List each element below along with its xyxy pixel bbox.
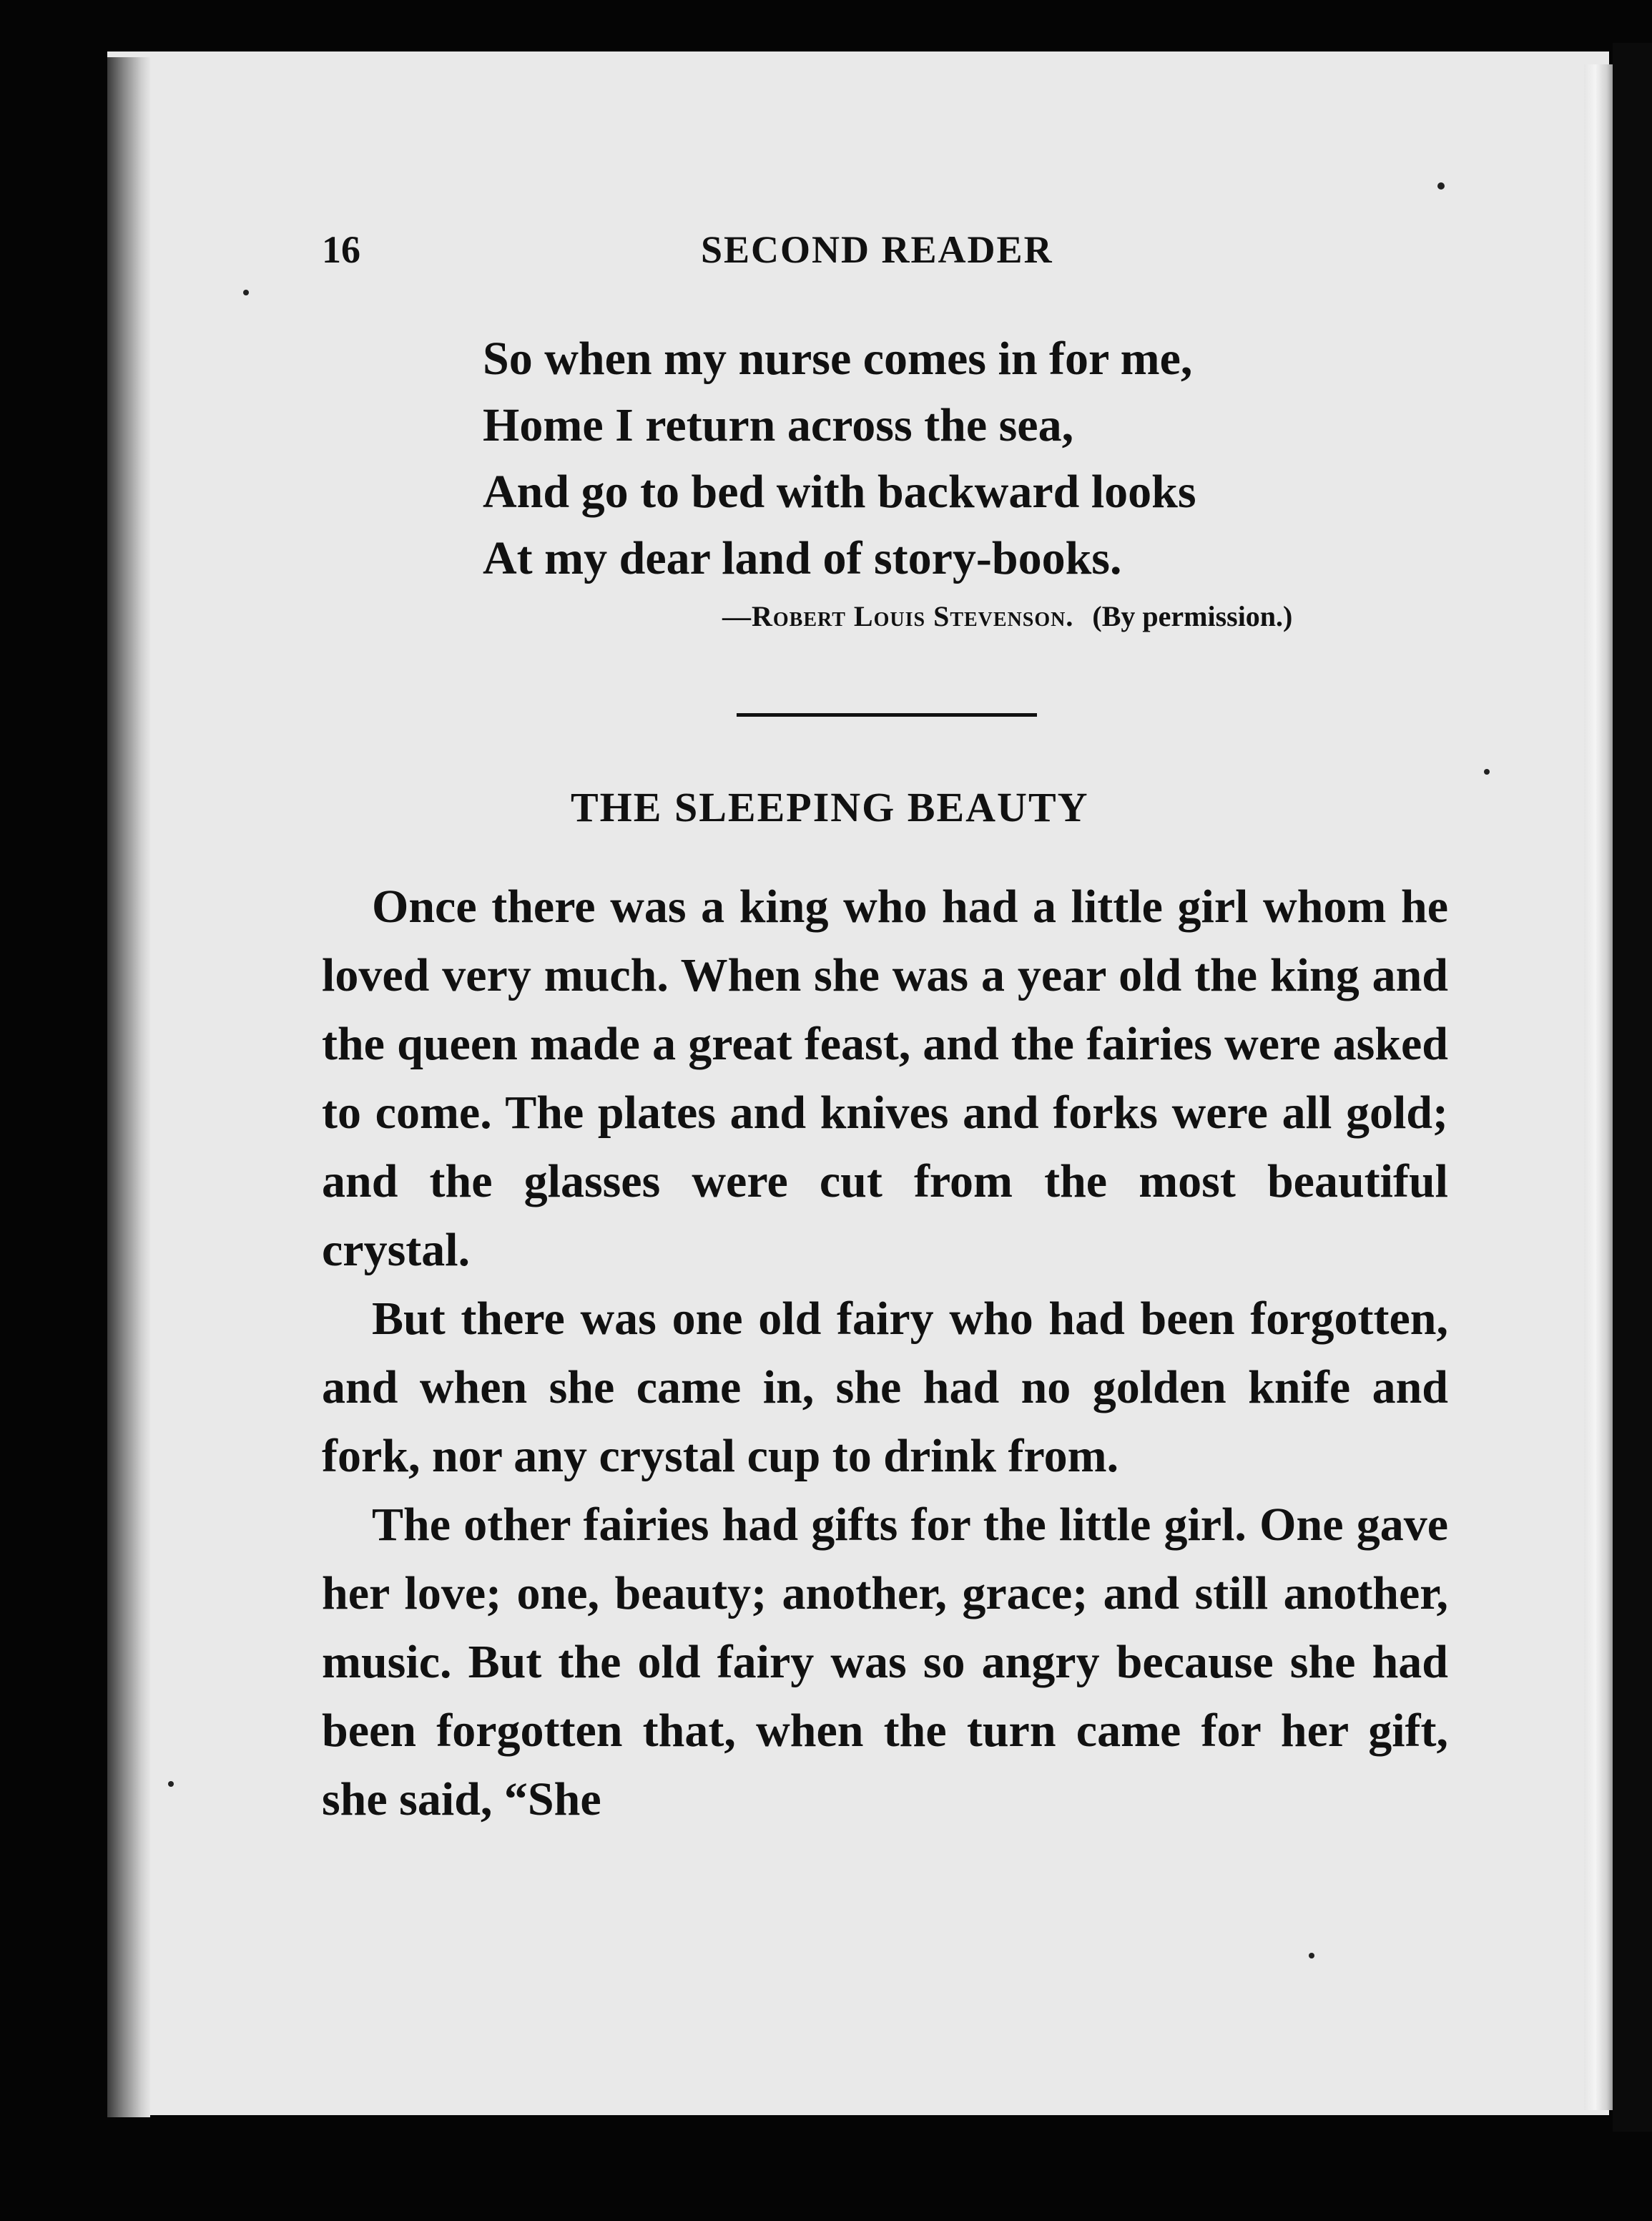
running-title: SECOND READER (701, 228, 1053, 271)
page-gutter-shadow (107, 57, 150, 2117)
page-number: 16 (322, 228, 360, 271)
story-paragraph: But there was one old fairy who had been forgotten, and when she came in, she had no golden knife and fork, nor any crystal cup to drink from. (322, 1293, 1448, 1482)
story-paragraph: The other fairies had gifts for the little girl. One gave her love; one, beauty; another, grace; and still another, music. But the old fairy was so angry because she had been forgotten that, when the turn came for her gift, she said, “She (322, 1499, 1448, 1825)
scan-speck (1437, 182, 1445, 190)
section-divider (737, 713, 1037, 717)
attribution-author: —Robert Louis Stevenson. (722, 600, 1074, 632)
page-edge (1584, 64, 1613, 2110)
section-title: THE SLEEPING BEAUTY (571, 784, 1089, 830)
scan-speck (243, 290, 249, 295)
poem-line: So when my nurse comes in for me, (483, 333, 1193, 385)
poem-line: Home I return across the sea, (483, 399, 1074, 451)
attribution-permission: (By permission.) (1092, 600, 1293, 632)
book-spine-shadow (1613, 43, 1652, 2132)
scan-speck (1484, 769, 1490, 775)
story-body (322, 873, 1448, 1834)
story-paragraph: Once there was a king who had a little girl whom he loved very much. When she was a year old the king and the queen made a great feast, and the fairies were asked to come. The plates and knives and forks were all gold; and the glasses were cut from the most beautiful crystal. (322, 881, 1448, 1276)
poem-line: And go to bed with backward looks (483, 466, 1196, 518)
scan-speck (168, 1781, 174, 1787)
poem-stanza (483, 325, 1484, 592)
scan-speck (1309, 1953, 1314, 1958)
poem-line: At my dear land of story-books. (483, 532, 1122, 584)
poem-attribution (722, 599, 1292, 633)
page-header (322, 227, 1452, 278)
